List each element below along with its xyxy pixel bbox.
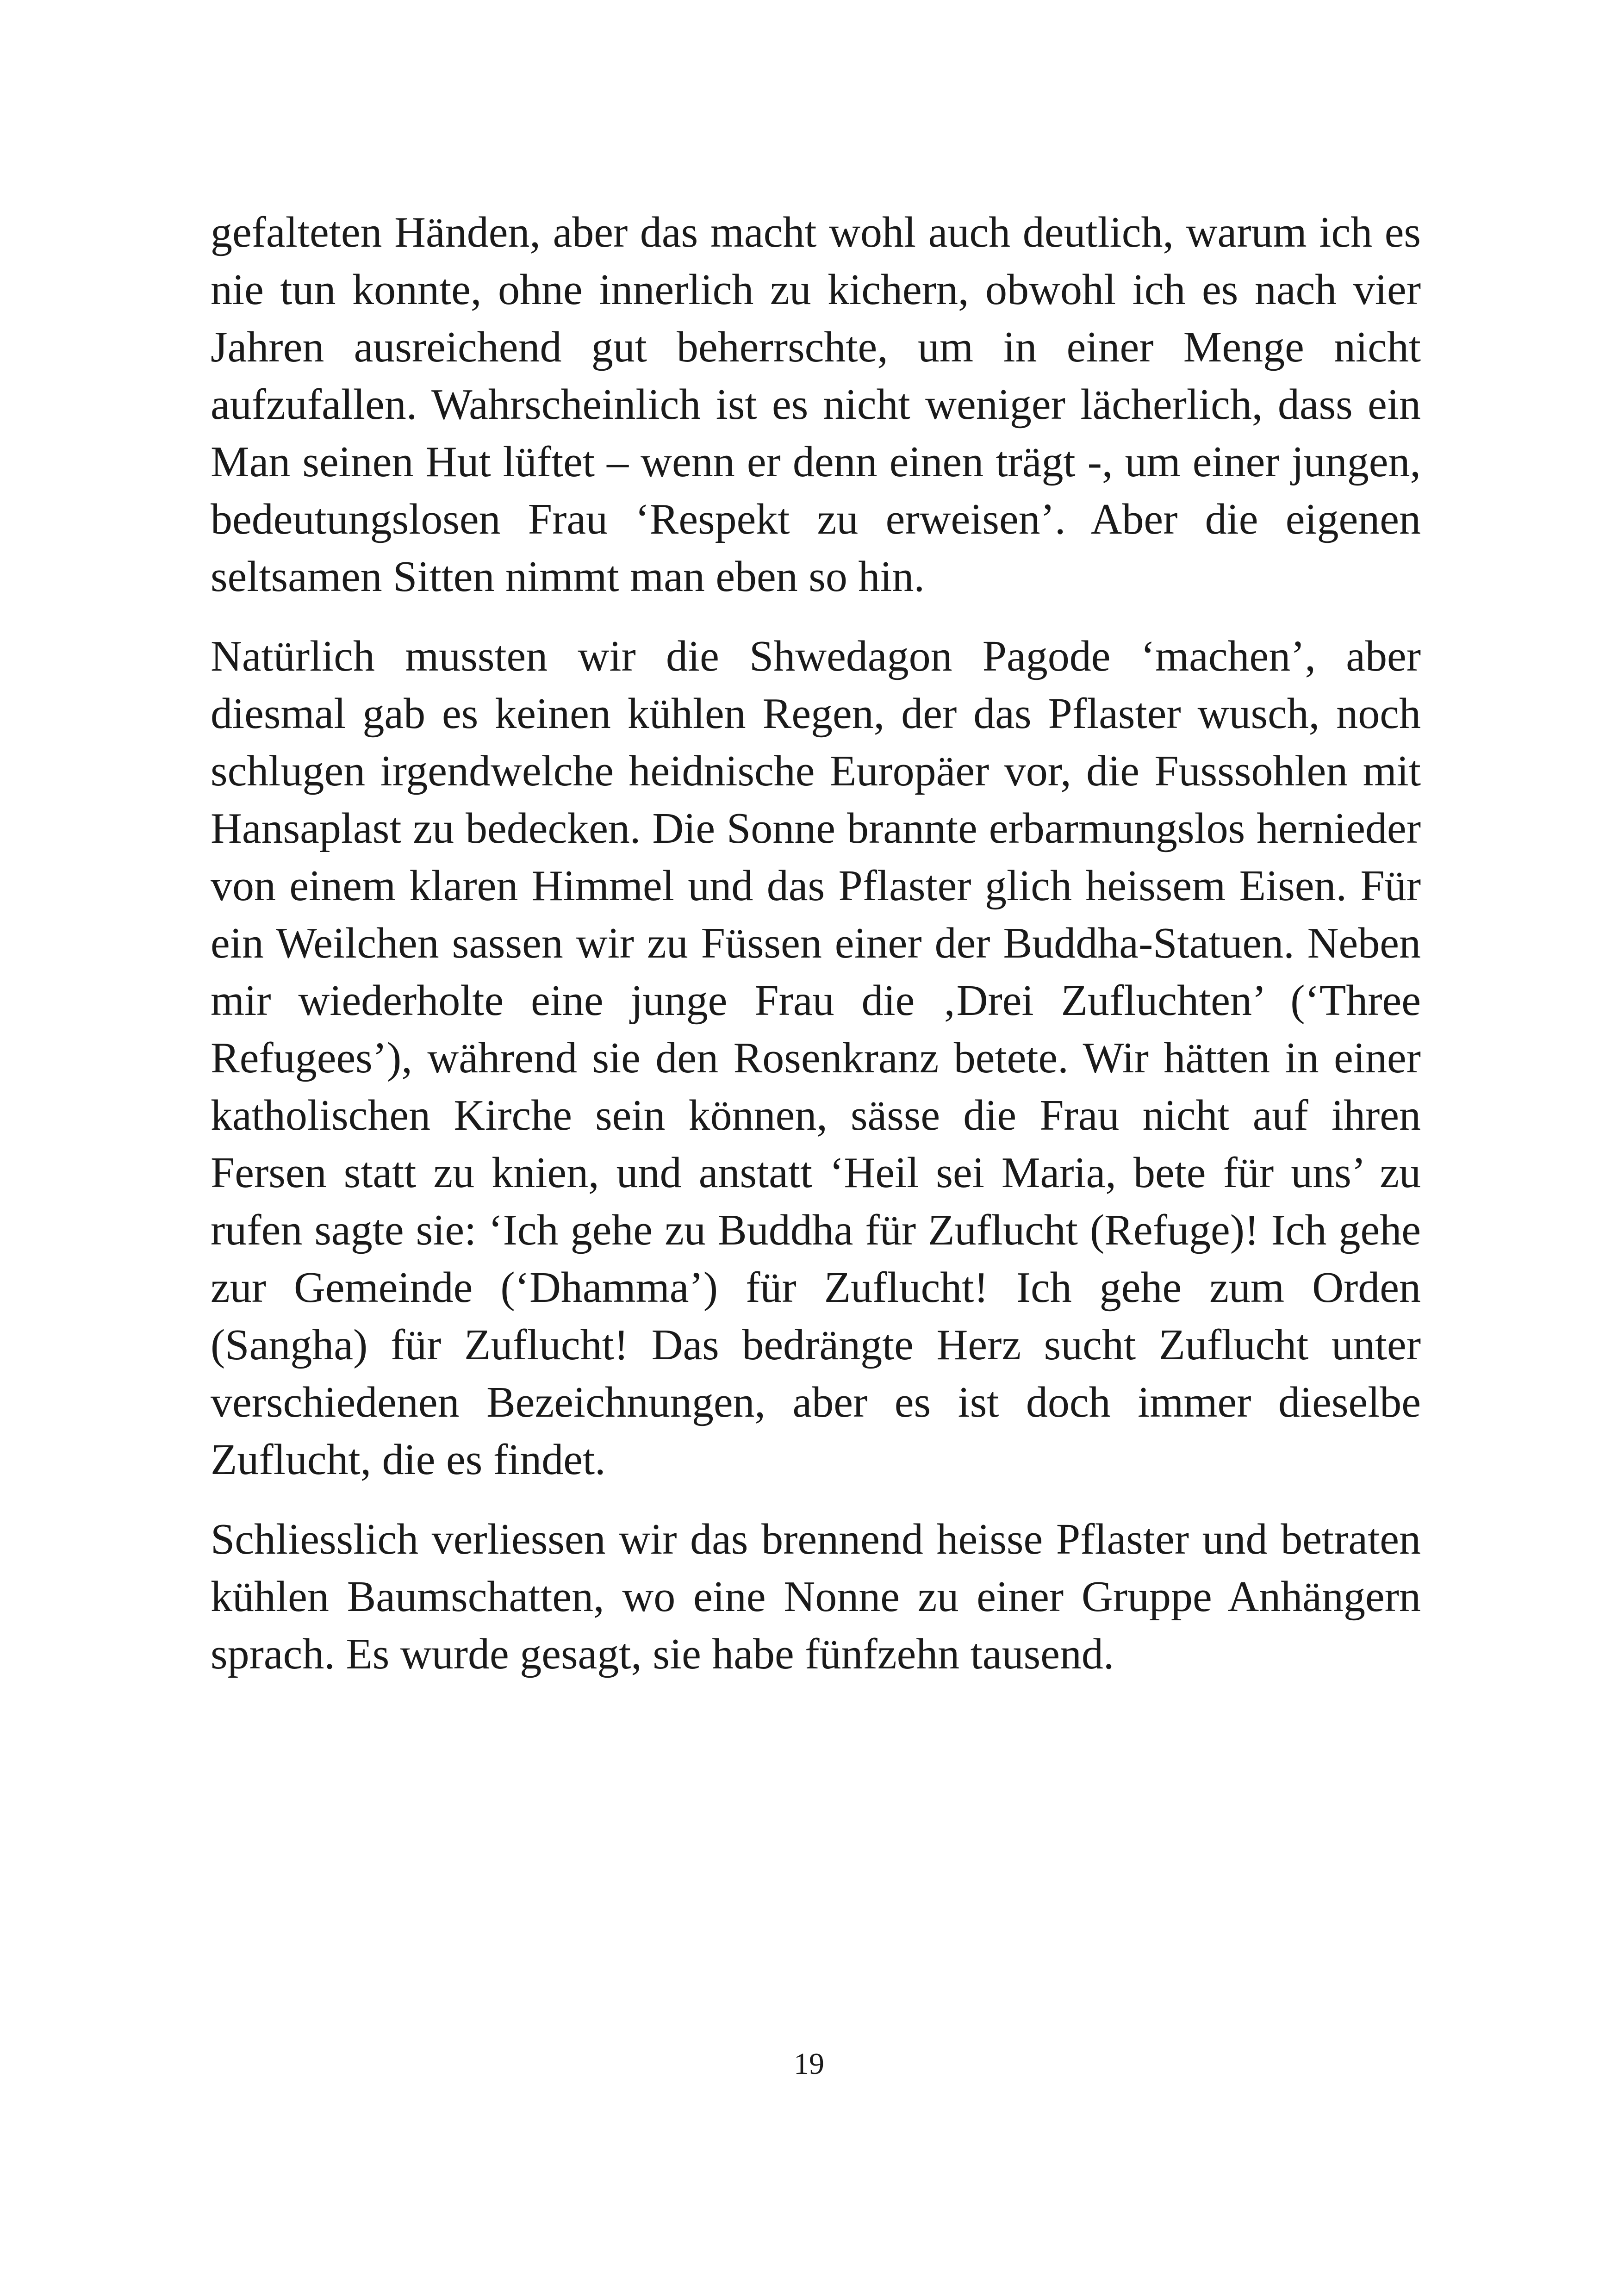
page-number: 19 bbox=[794, 2047, 824, 2081]
paragraph-1: gefalteten Händen, aber das macht wohl auch deutlich, warum ich es nie tun konnte, ohne innerlich zu kichern, obwohl ich es nach vier Jahren ausreichend gut beherrschte, um in einer Menge nicht aufzufallen. Wahrscheinlich ist es nicht weniger lächerlich, dass ein Man seinen Hut lüftet – wenn er denn einen trägt -, um einer jungen, bedeutungslosen Frau ‘Respekt zu erweisen’. Aber die eigenen seltsamen Sitten nimmt man eben so hin. bbox=[211, 208, 1421, 601]
paragraph-3: Schliesslich verliessen wir das brennend heisse Pflaster und betraten kühlen Baumschatten, wo eine Nonne zu einer Gruppe Anhängern sprach. Es wurde gesagt, sie habe fünfzehn tausend. bbox=[211, 1515, 1421, 1678]
body-text bbox=[211, 204, 1421, 1705]
paragraph-2: Natürlich mussten wir die Shwedagon Pagode ‘machen’, aber diesmal gab es keinen kühlen Regen, der das Pflaster wusch, noch schlugen irgendwelche heidnische Europäer vor, die Fusssohlen mit Hansaplast zu bedecken. Die Sonne brannte erbarmungslos hernieder von einem klaren Himmel und das Pflaster glich heissem Eisen. Für ein Weilchen sassen wir zu Füssen einer der Buddha-Statuen. Neben mir wiederholte eine junge Frau die ‚Drei Zufluchten’ (‘Three Refugees’), während sie den Rosenkranz betete. Wir hätten in einer katholischen Kirche sein können, sässe die Frau nicht auf ihren Fersen statt zu knien, und anstatt ‘Heil sei Maria, bete für uns’ zu rufen sagte sie: ‘Ich gehe zu Buddha für Zuflucht (Refuge)! Ich gehe zur Gemeinde (‘Dhamma’) für Zuflucht! Ich gehe zum Orden (Sangha) für Zuflucht! Das bedrängte Herz sucht Zuflucht unter verschiedenen Bezeichnungen, aber es ist doch immer dieselbe Zuflucht, die es findet. bbox=[211, 632, 1421, 1484]
